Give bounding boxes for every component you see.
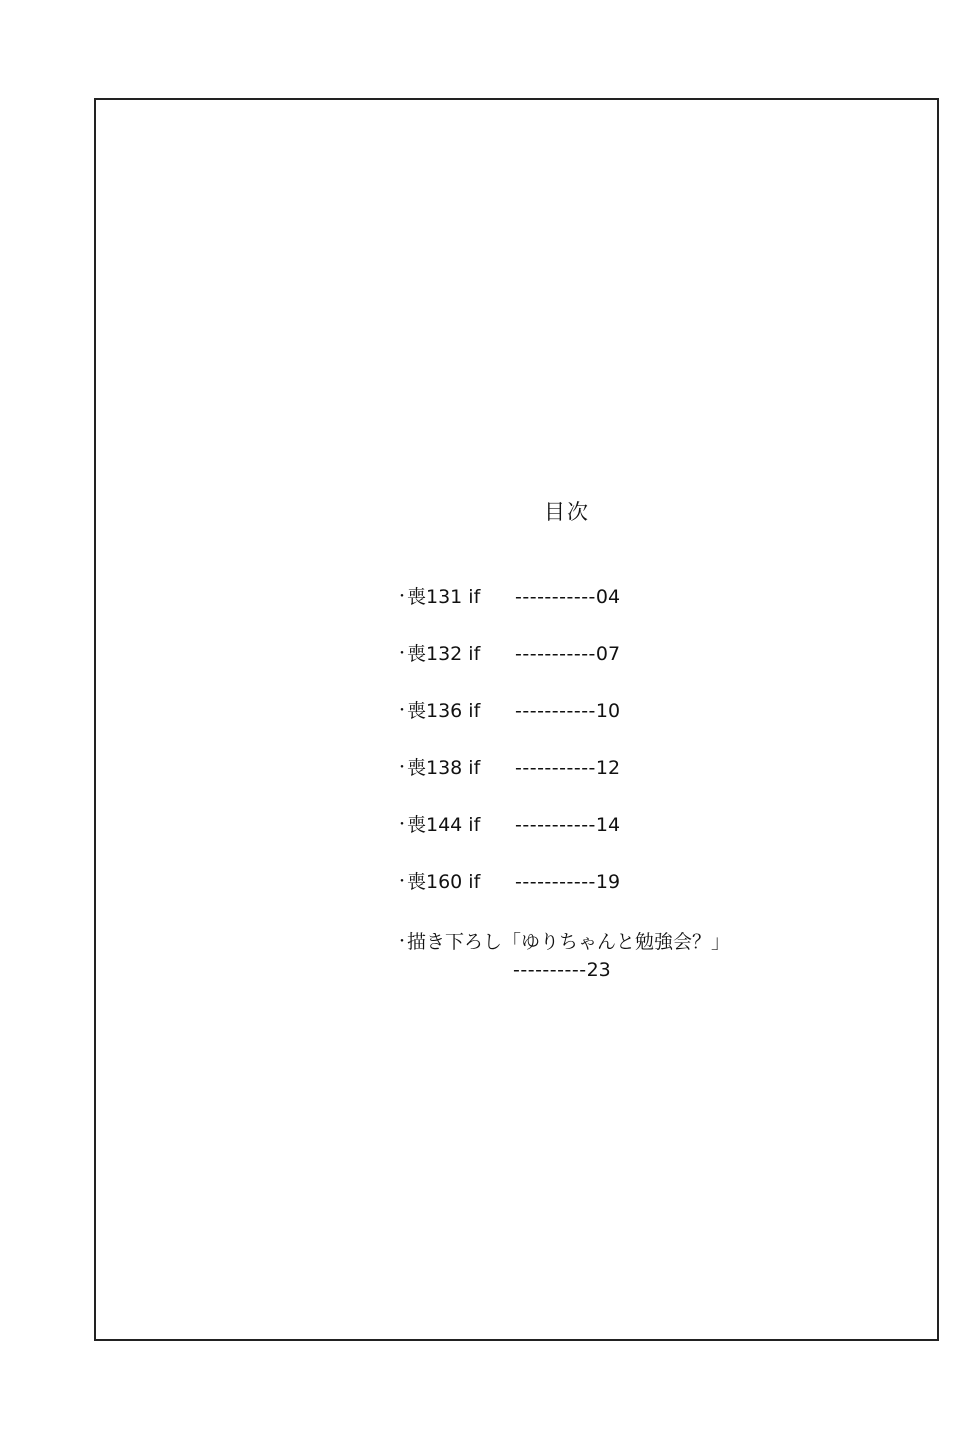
bullet-icon: ・ bbox=[395, 589, 409, 605]
toc-entry-leader: ----------- bbox=[515, 814, 596, 836]
bullet-icon: ・ bbox=[395, 760, 409, 776]
toc-entry-page: 14 bbox=[595, 814, 621, 836]
toc-title: 目次 bbox=[544, 500, 590, 524]
toc-entry-leader: ----------- bbox=[515, 757, 596, 779]
toc-entry-special bbox=[395, 929, 730, 955]
toc-entry-page: 19 bbox=[595, 871, 621, 893]
toc-entry bbox=[395, 755, 620, 812]
toc-entry-label: 喪131 if bbox=[407, 586, 481, 608]
toc-entry-page: 12 bbox=[595, 757, 621, 779]
toc-entry-label: 喪132 if bbox=[407, 643, 481, 665]
toc-entry bbox=[395, 869, 620, 926]
toc-entry bbox=[395, 641, 620, 698]
toc-entry-leader: ----------- bbox=[515, 643, 596, 665]
toc-entry-page: 10 bbox=[595, 700, 621, 722]
bullet-icon: ・ bbox=[395, 934, 409, 950]
toc-entry-page: 07 bbox=[595, 643, 621, 665]
toc-entry-label: 喪160 if bbox=[407, 871, 481, 893]
toc-entry-leader: ----------- bbox=[515, 586, 596, 608]
toc-entry bbox=[395, 698, 620, 755]
toc-entry-special-label: 描き下ろし「ゆりちゃんと勉強会？」 bbox=[407, 931, 731, 953]
toc-entry bbox=[395, 584, 620, 641]
toc-entry-leader: ---------- bbox=[513, 959, 587, 981]
toc-entry-page: 23 bbox=[586, 959, 611, 981]
bullet-icon: ・ bbox=[395, 817, 409, 833]
toc-entry-page: 04 bbox=[595, 586, 621, 608]
toc-list bbox=[395, 584, 620, 926]
toc-entry-leader: ----------- bbox=[515, 871, 596, 893]
toc-entry bbox=[395, 812, 620, 869]
toc-entry-leader: ----------- bbox=[515, 700, 596, 722]
bullet-icon: ・ bbox=[395, 703, 409, 719]
toc-entry-label: 喪136 if bbox=[407, 700, 481, 722]
bullet-icon: ・ bbox=[395, 646, 409, 662]
bullet-icon: ・ bbox=[395, 874, 409, 890]
toc-entry-special-page-line bbox=[513, 957, 611, 983]
toc-entry-label: 喪144 if bbox=[407, 814, 481, 836]
toc-entry-label: 喪138 if bbox=[407, 757, 481, 779]
